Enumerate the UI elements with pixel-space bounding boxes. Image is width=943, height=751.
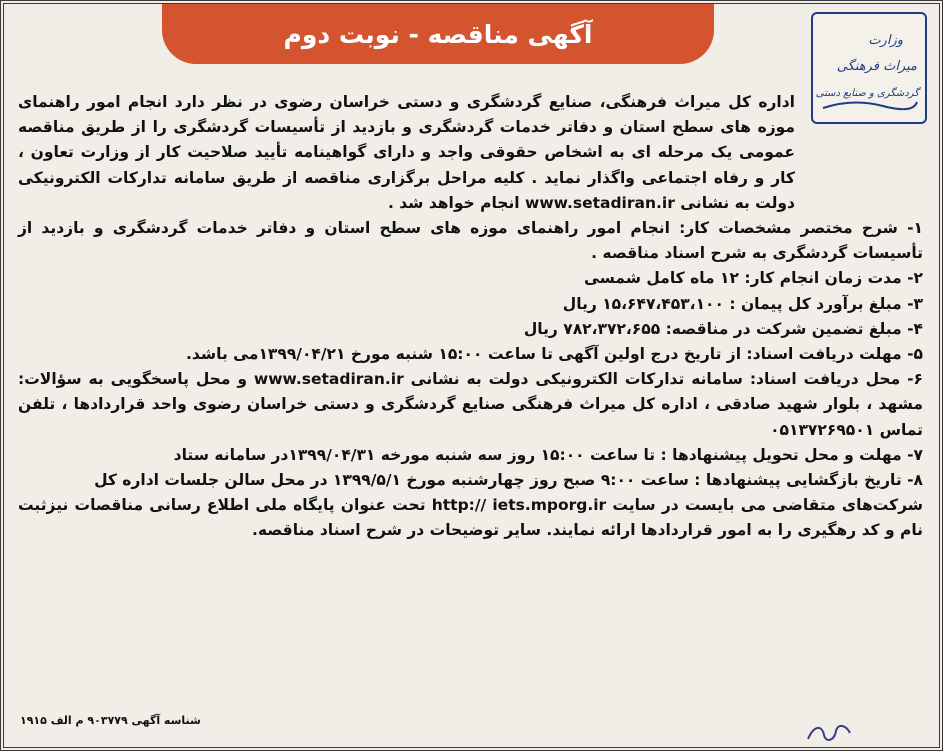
intro-paragraph: اداره کل میراث فرهنگی، صنایع گردشگری و دستی خراسان رضوی در نظر دارد انجام امور راهنمای موزه های سطح استان و دفاتر خدمات گردشگری و بازدید از تأسیسات گردشگری را از طریق مناقصه عمومی یک مرحله ای به اشخاص حقوقی واجد و دارای گواهینامه تأیید صلاحیت کار از وزارت تعاون ، کار و رفاه اجتماعی واگذار نماید . کلیه مراحل برگزاری مناقصه از طریق سامانه تدارکات الکترونیکی دولت به نشانی www.setadiran.ir انجام خواهد شد . — [18, 93, 795, 212]
item-5: ۵- مهلت دریافت اسناد: از تاریخ درج اولین آگهی تا ساعت ۱۵:۰۰ شنبه مورخ ۱۳۹۹/۰۴/۲۱می باشد. — [186, 345, 923, 364]
item-1: ۱- شرح مختصر مشخصات کار: انجام امور راهنمای موزه های سطح استان و دفاتر خدمات گردشگری و بازدید از تأسیسات گردشگری به شرح اسناد مناقصه . — [18, 219, 923, 263]
item-8: ۸- تاریخ بازگشایی پیشنهادها : ساعت ۹:۰۰ صبح روز چهارشنبه مورخ ۱۳۹۹/۵/۱ در محل سالن جلسات اداره کل — [94, 471, 923, 490]
logo-line-1: وزارت — [868, 33, 903, 48]
item-4: ۴- مبلغ تضمین شرکت در مناقصه: ۷۸۲،۳۷۲،۶۵۵ ریال — [523, 319, 923, 338]
item-7: ۷- مهلت و محل تحویل پیشنهادها : تا ساعت ۱۵:۰۰ روز سه شنبه مورخه ۱۳۹۹/۰۴/۳۱در سامانه ستاد — [173, 445, 923, 464]
notice-body — [18, 90, 923, 544]
logo-line-3: گردشگری و صنایع دستی — [815, 88, 919, 99]
header-banner — [162, 4, 714, 64]
notice-title: آگهی مناقصه - نوبت دوم — [283, 19, 593, 49]
handwritten-mark — [804, 719, 854, 745]
ad-id-label: شناسه آگهی ۹۰۳۷۷۹ م الف ۱۹۱۵ — [20, 714, 201, 727]
closing-paragraph: شرکت‌های متقاضی می بایست در سایت http:// iets.mporg.ir تحت عنوان پایگاه ملی اطلاع رسانی مناقصات نیزثبت نام و کد رهگیری را به امور قراردادها ارائه نمایند. سایر توضیحات در شرح اسناد مناقصه. — [18, 496, 923, 540]
item-2: ۲- مدت زمان انجام کار: ۱۲ ماه کامل شمسی — [583, 269, 923, 288]
logo-line-2: میراث فرهنگی — [836, 59, 917, 74]
item-6: ۶- محل دریافت اسناد: سامانه تدارکات الکترونیکی دولت به نشانی www.setadiran.ir و محل پاسخگویی به سؤالات: مشهد ، بلوار شهید صادقی ، اداره کل میراث فرهنگی صنایع گردشگری و دستی خراسان رضوی واحد قراردادها ، تلفن تماس ۰۵۱۳۷۲۶۹۵۰۱ — [18, 370, 923, 439]
item-3: ۳- مبلغ برآورد کل پیمان : ۱۵،۶۴۷،۴۵۳،۱۰۰ ریال — [562, 294, 923, 313]
